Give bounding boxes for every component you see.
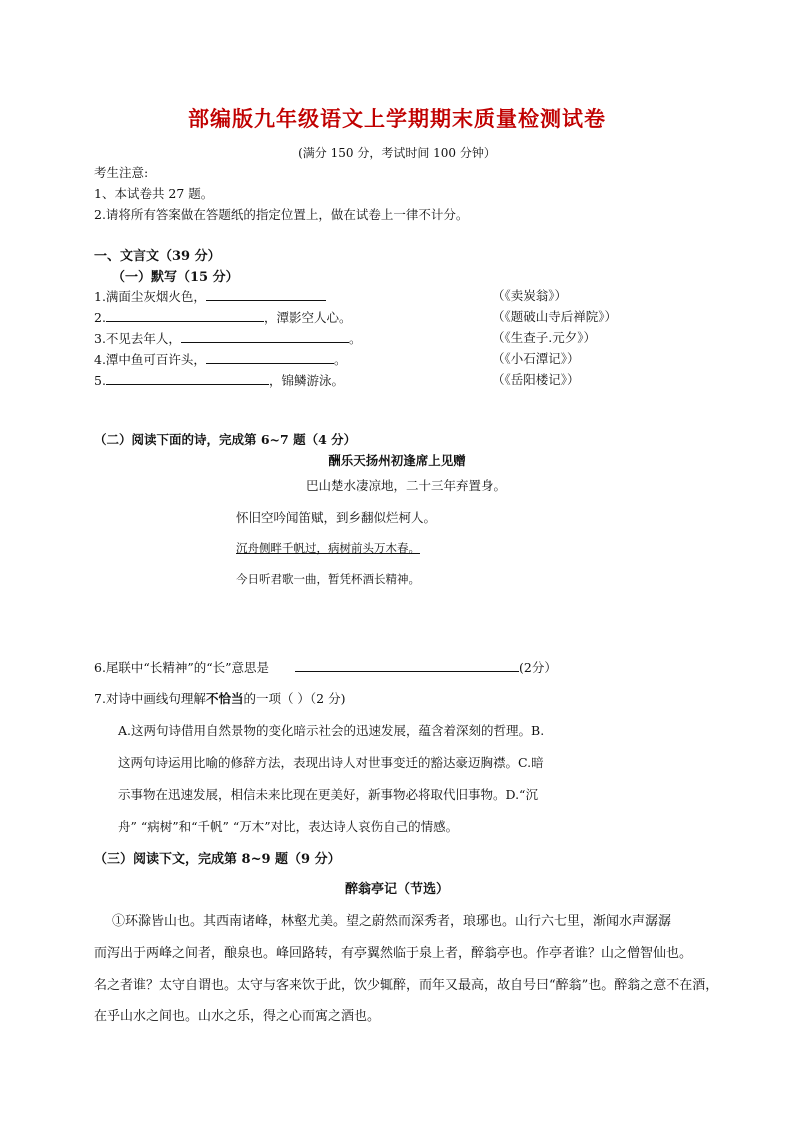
notice-item: 2.请将所有答案做在答题纸的指定位置上，做在试卷上一律不计分。 — [94, 207, 469, 222]
answer-blank[interactable] — [206, 286, 326, 301]
essay-title: 醉翁亭记（节选） — [344, 882, 449, 897]
poem-line-underlined: 沉舟侧畔千帆过，病树前头万木春。 — [236, 541, 420, 555]
poem-line: 巴山楚水凄凉地，二十三年弃置身。 — [306, 478, 507, 493]
subsection-heading: （一）默写（15 分） — [112, 270, 239, 285]
dictation-question-5: 5. ，锦鳞游泳。 — [94, 370, 344, 389]
question-6: 6.尾联中“长精神”的“长”意思是 (2分） — [94, 657, 557, 676]
notice-item: 1、本试卷共 27 题。 — [94, 186, 214, 201]
answer-blank[interactable] — [106, 370, 269, 385]
essay-line: ①环滁皆山也。其西南诸峰，林壑尤美。望之蔚然而深秀者，琅琊也。山行六七里，渐闻水声潺潺 — [112, 914, 672, 929]
option-line: A.这两句诗借用自然景物的变化暗示社会的迅速发展，蕴含着深刻的哲理。B. — [118, 723, 545, 738]
answer-blank[interactable] — [206, 349, 334, 364]
essay-line: 在乎山水之间也。山水之乐，得之心而寓之酒也。 — [94, 1009, 381, 1024]
subsection-heading: （二）阅读下面的诗，完成第 6~7 题（4 分） — [94, 432, 357, 447]
poem-line: 怀旧空吟闻笛赋，到乡翻似烂柯人。 — [236, 510, 437, 525]
source-note: （《生查子.元夕》） — [492, 330, 596, 345]
dictation-question-2: 2. ，潭影空人心。 — [94, 307, 351, 326]
emphasis-text: 不恰当 — [205, 691, 244, 706]
essay-line: 而泻出于两峰之间者，酿泉也。峰回路转，有亭翼然临于泉上者，醉翁亭也。作亭者谁？山之僧智仙也。 — [94, 946, 693, 961]
essay-line: 名之者谁？太守自谓也。太守与客来饮于此，饮少辄醉，而年又最高，故自号曰“醉翁”也。醉翁之意不在酒， — [94, 978, 719, 993]
option-line: 这两句诗运用比喻的修辞方法，表现出诗人对世事变迁的豁达豪迈胸襟。C.暗 — [118, 755, 544, 770]
dictation-question-3: 3.不见去年人， 。 — [94, 328, 361, 347]
answer-blank[interactable] — [295, 657, 519, 672]
answer-blank[interactable] — [106, 307, 264, 322]
option-line: 示事物在迅速发展，相信未来比现在更美好，新事物必将取代旧事物。D.“沉 — [118, 787, 538, 802]
subsection-heading: （三）阅读下文，完成第 8~9 题（9 分） — [94, 852, 341, 867]
section-heading: 一、文言文（39 分） — [94, 249, 221, 264]
page-title: 部编版九年级语文上学期期末质量检测试卷 — [188, 106, 606, 131]
poem-line: 今日听君歌一曲，暂凭杯酒长精神。 — [236, 572, 420, 586]
question-7: 7.对诗中画线句理解不恰当的一项（ ）（2 分) — [94, 691, 346, 706]
source-note: （《岳阳楼记》） — [492, 372, 580, 387]
option-line: 舟” “病树”和“千帆” “万木”对比，表达诗人哀伤自己的情感。 — [118, 819, 459, 834]
notice-heading: 考生注意: — [94, 165, 149, 180]
dictation-question-1: 1.满面尘灰烟火色， — [94, 286, 326, 305]
exam-info: (满分 150 分，考试时间 100 分钟） — [298, 146, 496, 160]
poem-title: 酬乐天扬州初逢席上见赠 — [328, 453, 466, 468]
source-note: （《题破山寺后禅院》） — [492, 309, 618, 324]
source-note: （《卖炭翁》） — [492, 288, 568, 303]
source-note: （《小石潭记》） — [492, 351, 580, 366]
dictation-question-4: 4.潭中鱼可百许头， 。 — [94, 349, 346, 368]
answer-blank[interactable] — [181, 328, 349, 343]
